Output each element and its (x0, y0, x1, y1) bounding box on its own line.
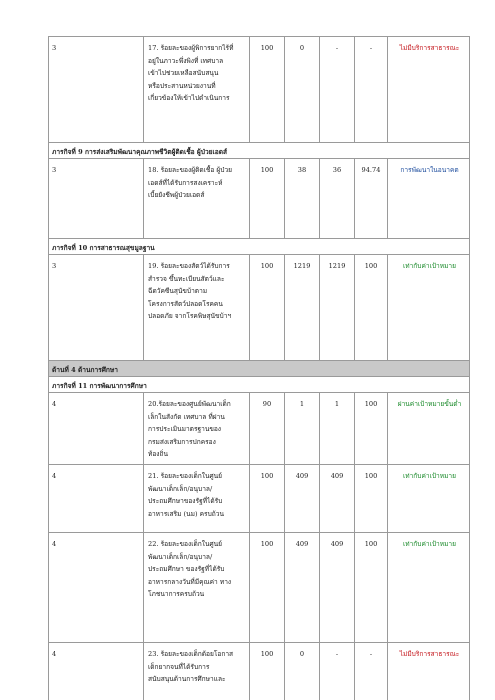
result-text: ไม่มีบริการสาธารณะ (399, 44, 460, 52)
percent-cell (354, 643, 387, 700)
target-cell (249, 643, 284, 700)
target-value: 100 (260, 44, 274, 52)
done-value: 1 (334, 400, 340, 408)
indicator-text: 17. ร้อยละของผู้พิการยากไร้ที่ อยู่ในภาวะพึ่งพิงที่ เทศบาล เข้าไปช่วยเหลือสนับสนุน หรือประสานหน่วยงานที่ เกี่ยวข้องให้เข้าไปดำเนินการ (148, 44, 234, 102)
percent-cell (354, 465, 387, 532)
target-value: 100 (260, 650, 274, 658)
result-text: ไม่มีบริการสาธารณะ (399, 650, 460, 658)
strategy-cell (49, 37, 143, 142)
area-title: ด้านที่ 4 ด้านการศึกษา (52, 366, 118, 374)
indicator-table (48, 36, 470, 700)
strategy-cell (49, 465, 143, 532)
percent-cell (354, 37, 387, 142)
result-cell (387, 393, 471, 464)
total-cell (284, 159, 319, 238)
percent-value: - (369, 44, 373, 52)
mission-row (49, 238, 469, 254)
total-cell (284, 643, 319, 700)
indicator-cell (143, 37, 249, 142)
indicator-cell (143, 159, 249, 238)
indicator-cell (143, 465, 249, 532)
strategy-number: 4 (52, 540, 57, 548)
total-cell (284, 465, 319, 532)
indicator-cell (143, 255, 249, 360)
indicator-text: 18. ร้อยละของผู้ติดเชื้อ ผู้ป่วย เอดส์ที่ได้รับการสงเคราะห์ เบี้ยยังชีพผู้ป่วยเอดส์ (148, 166, 233, 199)
done-cell (319, 465, 354, 532)
total-cell (284, 37, 319, 142)
done-value: 1219 (328, 262, 346, 270)
target-value: 100 (260, 472, 274, 480)
mission-row (49, 376, 469, 392)
strategy-cell (49, 255, 143, 360)
result-cell (387, 159, 471, 238)
indicator-text: 22. ร้อยละของเด็กในศูนย์ พัฒนาเด็กเล็ก/อนุบาล/ ประถมศึกษา ของรัฐที่ได้รับ อาหารกลางวันที่มีคุณค่า ทาง โภชนาการครบถ้วน (148, 540, 232, 598)
result-cell (387, 37, 471, 142)
indicator-cell (143, 393, 249, 464)
area-row (49, 360, 469, 376)
done-cell (319, 159, 354, 238)
percent-value: 100 (364, 472, 378, 480)
percent-cell (354, 533, 387, 642)
total-value: 409 (295, 472, 309, 480)
strategy-number: 4 (52, 650, 57, 658)
percent-cell (354, 255, 387, 360)
target-cell (249, 533, 284, 642)
table-row (49, 532, 469, 642)
target-value: 90 (262, 400, 272, 408)
strategy-number: 3 (52, 262, 57, 270)
result-text: ผ่านค่าเป้าหมายขั้นต่ำ (397, 400, 462, 408)
percent-value: - (369, 650, 373, 658)
target-value: 100 (260, 540, 274, 548)
done-cell (319, 643, 354, 700)
total-value: 38 (297, 166, 307, 174)
mission-title: ภารกิจที่ 9 การส่งเสริมพัฒนาคุณภาพชีวิตผู้ติดเชื้อ ผู้ป่วยเอดส์ (52, 148, 228, 156)
percent-cell (354, 393, 387, 464)
table-row (49, 254, 469, 360)
strategy-cell (49, 643, 143, 700)
result-cell (387, 533, 471, 642)
strategy-number: 4 (52, 400, 57, 408)
total-cell (284, 533, 319, 642)
indicator-text: 23. ร้อยละของเด็กด้อยโอกาส เด็กยากจนที่ได้รับการ สนับสนุนด้านการศึกษาและ (148, 650, 234, 683)
result-cell (387, 255, 471, 360)
done-cell (319, 255, 354, 360)
percent-value: 100 (364, 400, 378, 408)
target-cell (249, 465, 284, 532)
result-text: เท่ากับค่าเป้าหมาย (403, 262, 456, 270)
done-value: 36 (332, 166, 342, 174)
table-row (49, 642, 469, 700)
strategy-number: 3 (52, 44, 57, 52)
done-value: - (335, 650, 339, 658)
target-value: 100 (260, 166, 274, 174)
mission-row (49, 142, 469, 158)
total-value: 1 (299, 400, 305, 408)
strategy-cell (49, 393, 143, 464)
done-value: 409 (330, 472, 344, 480)
target-value: 100 (260, 262, 274, 270)
percent-cell (354, 159, 387, 238)
done-cell (319, 533, 354, 642)
indicator-cell (143, 643, 249, 700)
strategy-cell (49, 533, 143, 642)
result-text: การพัฒนาในอนาคต (400, 166, 459, 174)
indicator-cell (143, 533, 249, 642)
target-cell (249, 393, 284, 464)
total-cell (284, 393, 319, 464)
result-cell (387, 643, 471, 700)
table-row (49, 392, 469, 464)
result-text: เท่ากับค่าเป้าหมาย (403, 472, 456, 480)
total-value: 0 (299, 44, 305, 52)
done-value: - (335, 44, 339, 52)
strategy-number: 3 (52, 166, 57, 174)
percent-value: 100 (364, 540, 378, 548)
table-row (49, 464, 469, 532)
mission-title: ภารกิจที่ 11 การพัฒนาการศึกษา (52, 382, 147, 390)
total-cell (284, 255, 319, 360)
table-row (49, 158, 469, 238)
target-cell (249, 37, 284, 142)
strategy-cell (49, 159, 143, 238)
indicator-text: 21. ร้อยละของเด็กในศูนย์ พัฒนาเด็กเล็ก/อนุบาล/ ประถมศึกษาของรัฐที่ได้รับ อาหารเสริม (นม) ครบถ้วน (148, 472, 224, 518)
target-cell (249, 159, 284, 238)
mission-title: ภารกิจที่ 10 การสาธารณสุขมูลฐาน (52, 244, 155, 252)
indicator-text: 19. ร้อยละของสัตว์ได้รับการ สำรวจ ขึ้นทะเบียนสัตว์และ ฉีดวัคซีนสุนัขบ้าตาม โครงการสัตว์ปลอดโรคคน ปลอดภัย จากโรคพิษสุนัขบ้าฯ (148, 262, 232, 320)
strategy-number: 4 (52, 472, 57, 480)
result-text: เท่ากับค่าเป้าหมาย (403, 540, 456, 548)
indicator-text: 20.ร้อยละของศูนย์พัฒนาเด็ก เล็กในสังกัด เทศบาล ที่ผ่าน การประเมินมาตรฐานของ กรมส่งเสริมการปกครอง ท้องถิ่น (148, 400, 231, 458)
done-cell (319, 393, 354, 464)
result-cell (387, 465, 471, 532)
total-value: 1219 (293, 262, 311, 270)
total-value: 409 (295, 540, 309, 548)
table-row (49, 36, 469, 142)
done-value: 409 (330, 540, 344, 548)
percent-value: 94.74 (361, 166, 381, 174)
percent-value: 100 (364, 262, 378, 270)
total-value: 0 (299, 650, 305, 658)
target-cell (249, 255, 284, 360)
done-cell (319, 37, 354, 142)
